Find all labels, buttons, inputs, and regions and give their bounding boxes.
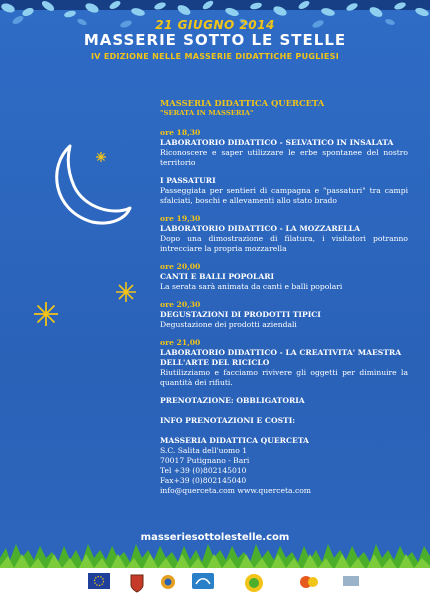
contact-phone: Tel +39 (0)802145010 [160,466,247,475]
info-heading: INFO PRENOTAZIONI E COSTI: [160,416,296,425]
program-title: LABORATORIO DIDATTICO - LA MOZZARELLA [160,224,361,233]
sponsor-strip [0,568,430,600]
program-description: Riconoscere e saper utilizzare le erbe spontanee del nostro territorio [160,148,408,167]
program-title: DEGUSTAZIONI DI PRODOTTI TIPICI [160,310,321,319]
contact-fax: Fax+39 (0)802145040 [160,476,247,485]
venue-name: MASSERIA DIDATTICA QUERCETA [160,98,325,108]
program-description: Degustazione dei prodotti aziendali [160,320,297,329]
contact-block [160,436,408,496]
event-subtitle: IV EDIZIONE NELLE MASSERIE DIDATTICHE PUGLIESI [90,52,340,61]
program-description: Passeggiata per sentieri di campagna e "passaturi" tra campi sfalciati, boschi e allevamenti allo stato brado [160,186,408,205]
masserie-logo [242,573,266,593]
contact-name: MASSERIA DIDATTICA QUERCETA [160,436,309,445]
puglia-logo [192,573,214,589]
sponsor-logo [342,573,360,589]
event-program [160,98,408,496]
program-item [160,338,408,388]
program-item [160,300,408,330]
program-description: Dopo una dimostrazione di filatura, i visitatori potranno intrecciare la propria mozzarella [160,234,408,253]
program-time: ore 21,00 [160,338,201,347]
program-title: CANTI E BALLI POPOLARI [160,272,275,281]
contact-email-web[interactable]: info@querceta.com www.querceta.com [160,486,312,495]
coat-of-arms-logo [130,573,144,593]
star-icon [34,302,58,326]
program-time: ore 19,30 [160,214,201,223]
venue-subtitle: "SERATA IN MASSERIA" [160,109,254,117]
crescent-moon-icon [42,140,132,230]
program-title: I PASSATURI [160,176,216,185]
program-item [160,176,408,206]
program-description: Riutilizziamo e facciamo rivivere gli oggetti per diminuire la quantità dei rifiuti. [160,368,408,387]
program-time: ore 18,30 [160,128,201,137]
contact-address: S.C. Salita dell'uomo 1 [160,446,248,455]
program-time: ore 20,00 [160,262,201,271]
booking-note: PRENOTAZIONE: OBBLIGATORIA [160,396,305,405]
star-icon [96,152,106,162]
event-title: MASSERIE SOTTO LE STELLE [83,31,347,49]
program-item [160,262,408,292]
region-logo [160,573,176,591]
program-title: LABORATORIO DIDATTICO - SELVATICO IN INSALATA [160,138,394,147]
program-item [160,214,408,254]
program-title: LABORATORIO DIDATTICO - LA CREATIVITA' MAESTRA DELL'ARTE DEL RICICLO [160,348,402,367]
website-url[interactable]: masseriesottolestelle.com [140,532,290,543]
program-description: La serata sarà animata da canti e balli popolari [160,282,343,291]
program-time: ore 20,30 [160,300,201,309]
program-item [160,128,408,168]
event-date: 21 GIUGNO 2014 [155,18,275,32]
star-icon [116,282,136,302]
eu-flag-logo [88,573,110,589]
sponsor-logo [298,573,320,591]
contact-city: 70017 Putignano - Bari [160,456,250,465]
